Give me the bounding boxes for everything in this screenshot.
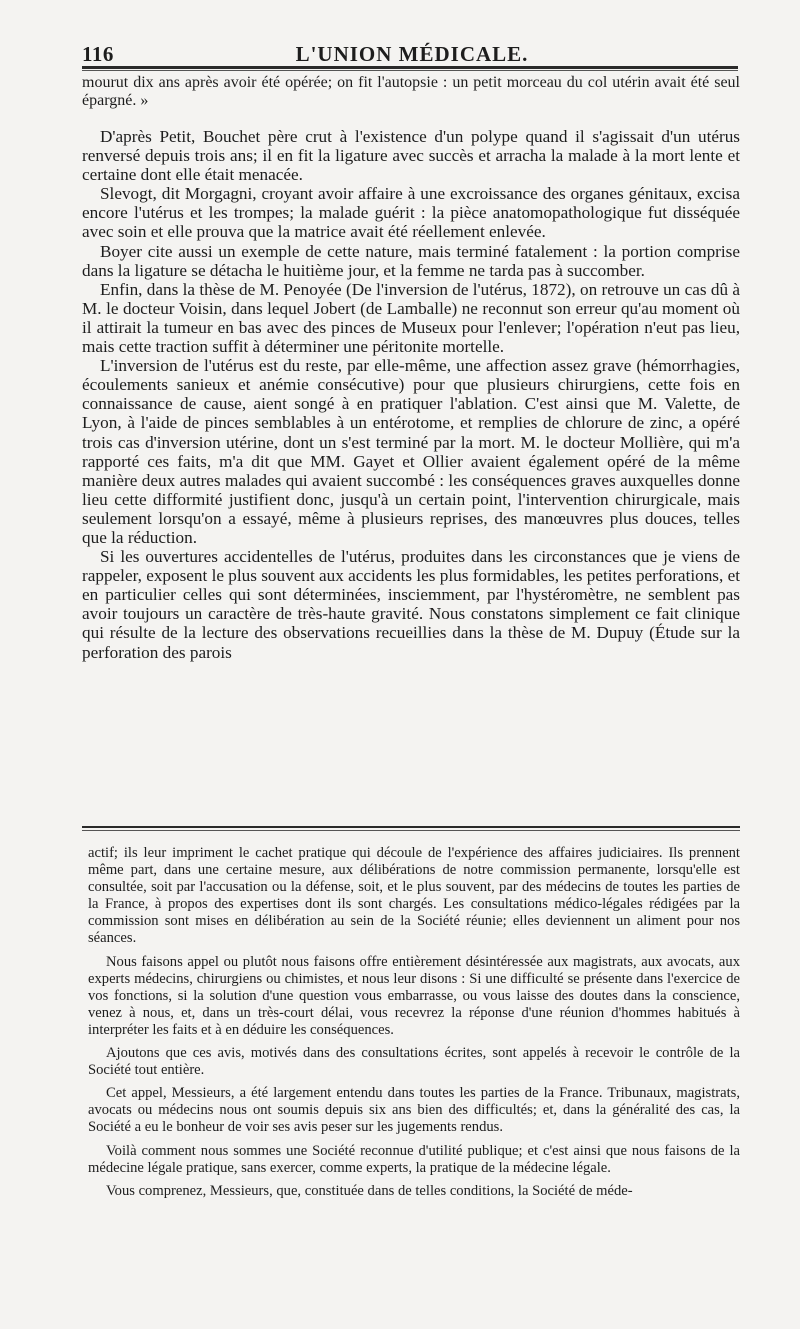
paragraph-penoyee: Enfin, dans la thèse de M. Penoyée (De l'inversion de l'utérus, 1872), on retrouve un cas dû à M. le docteur Voisin, dans lequel Jobert (de Lamballe) ne reconnut son erreur qu'au moment où il attirait la tumeur en bas avec des pinces de Museux pour l'enlever; l'opération n'eut pas lieu, mais cette traction suffit à déterminer une péritonite mortelle.: [82, 279, 740, 357]
paragraph-inversion: L'inversion de l'utérus est du reste, par elle-même, une affection assez grave (hémorrhagies, écoulements sanieux et anémie consécutive) pour que plusieurs chirurgiens, cette fois en connaissance de cause, aient songé à en pratiquer l'ablation. C'est ainsi que M. Valette, de Lyon, à l'aide de pinces semblables à un entérotome, et remplies de chlorure de zinc, a opéré trois cas d'inversion utérine, dont un s'est terminé par la mort. M. le docteur Mollière, qui m'a rapporté ces faits, m'a dit que MM. Gayet et Ollier avaient également opéré de la même manière deux autres malades qui avaient succombé : les conséquences graves auxquelles donne lieu cette difformité justifient donc, jusqu'à un certain point, l'intervention chirurgicale, mais seulement lorsqu'on a essayé, même à plusieurs reprises, des manœuvres plus douces, telles que la réduction.: [82, 356, 740, 547]
footnote-paragraph-appel: Nous faisons appel ou plutôt nous faisons offre entièrement désintéressée aux magistrats, aux avocats, aux experts médecins, chirurgiens ou chimistes, et nous leur disons : Si une difficulté se présente dans l'exercice de vos fonctions, si la solution d'une question vous embarrasse, ou vous laisse des doutes dans la conscience, venez à nous, et, dans un très-court délai, vous recevrez la réponse d'une réunion d'hommes habitués à interpréter les faits et à en déduire les conséquences.: [88, 953, 740, 1038]
paragraph-slevogt: Slevogt, dit Morgagni, croyant avoir affaire à une excroissance des organes génitaux, excisa encore l'utérus et les trompes; la malade guérit : la pièce anatomopathologique fut disséquée avec soin et elle prouva que la matrice avait été réellement enlevée.: [82, 184, 740, 242]
footnote-paragraph-conditions: Vous comprenez, Messieurs, que, constituée dans de telles conditions, la Société de méde-: [106, 1182, 633, 1199]
footnote-paragraph-actif: actif; ils leur impriment le cachet pratique qui découle de l'expérience des affaires judiciaires. Ils prennent même part, dans une certaine mesure, aux délibérations de notre commission permanente, lorsqu'elle est consultée, soit par l'accusation ou la défense, soit, et le plus souvent, par des médecins de toutes les parties de la France, à propos des expertises dont ils sont chargés. Les consultations médico-légales rédigées par la commission sont mises en délibération au sein de la Société réunie; elles deviennent un aliment pour nos séances.: [88, 845, 740, 947]
footnote-paragraph-avis: Ajoutons que ces avis, motivés dans des consultations écrites, sont appelés à recevoir le contrôle de la Société tout entière.: [88, 1045, 740, 1079]
paragraph-petit: D'après Petit, Bouchet père crut à l'existence d'un polype quand il s'agissait d'un utérus renversé depuis trois ans; il en fit la ligature avec succès et arracha la malade à la mort lente et certaine dont elle était menacée.: [82, 127, 740, 185]
paragraph-continuation: mourut dix ans après avoir été opérée; on fit l'autopsie : un petit morceau du col utérin avait été seul épargné. »: [82, 74, 740, 109]
running-title: L'UNION MÉDICALE.: [295, 42, 529, 66]
footnote-rule-thin: [82, 830, 740, 831]
header-rule-thin: [82, 70, 738, 71]
page-number: 116: [82, 42, 114, 66]
paragraph-boyer: Boyer cite aussi un exemple de cette nature, mais terminé fatalement : la portion comprise dans la ligature se détacha le huitième jour, et la femme ne tarda pas à succomber.: [82, 241, 740, 280]
footnote-paragraph-utilite: Voilà comment nous sommes une Société reconnue d'utilité publique; et c'est ainsi que nous faisons de la médecine légale pratique, sans exercer, comme experts, la pratique de la médecine légale.: [88, 1142, 740, 1176]
footnote-block: [88, 845, 740, 1200]
paragraph-perforations: Si les ouvertures accidentelles de l'utérus, produites dans les circonstances que je viens de rappeler, exposent le plus souvent aux accidents les plus formidables, les petites perforations, et en particulier celles qui sont déterminées, insciemment, par l'hystéromètre, ne semblent pas avoir toujours un caractère de très-haute gravité. Nous constatons simplement ce fait clinique qui résulte de la lecture des observations recueillies dans la thèse de M. Dupuy (Étude sur la perforation des parois: [82, 547, 740, 662]
page-header: [82, 38, 742, 68]
footnote-rule: [82, 826, 740, 828]
footnote-paragraph-entendu: Cet appel, Messieurs, a été largement entendu dans toutes les parties de la France. Tribunaux, magistrats, avocats ou médecins nous ont soumis depuis six ans bien des difficultés; et, dans la généralité des cas, la Société a eu le bonheur de voir ses avis peser sur les jugements rendus.: [88, 1085, 740, 1136]
header-rule: [82, 66, 738, 69]
main-text: [82, 74, 740, 662]
